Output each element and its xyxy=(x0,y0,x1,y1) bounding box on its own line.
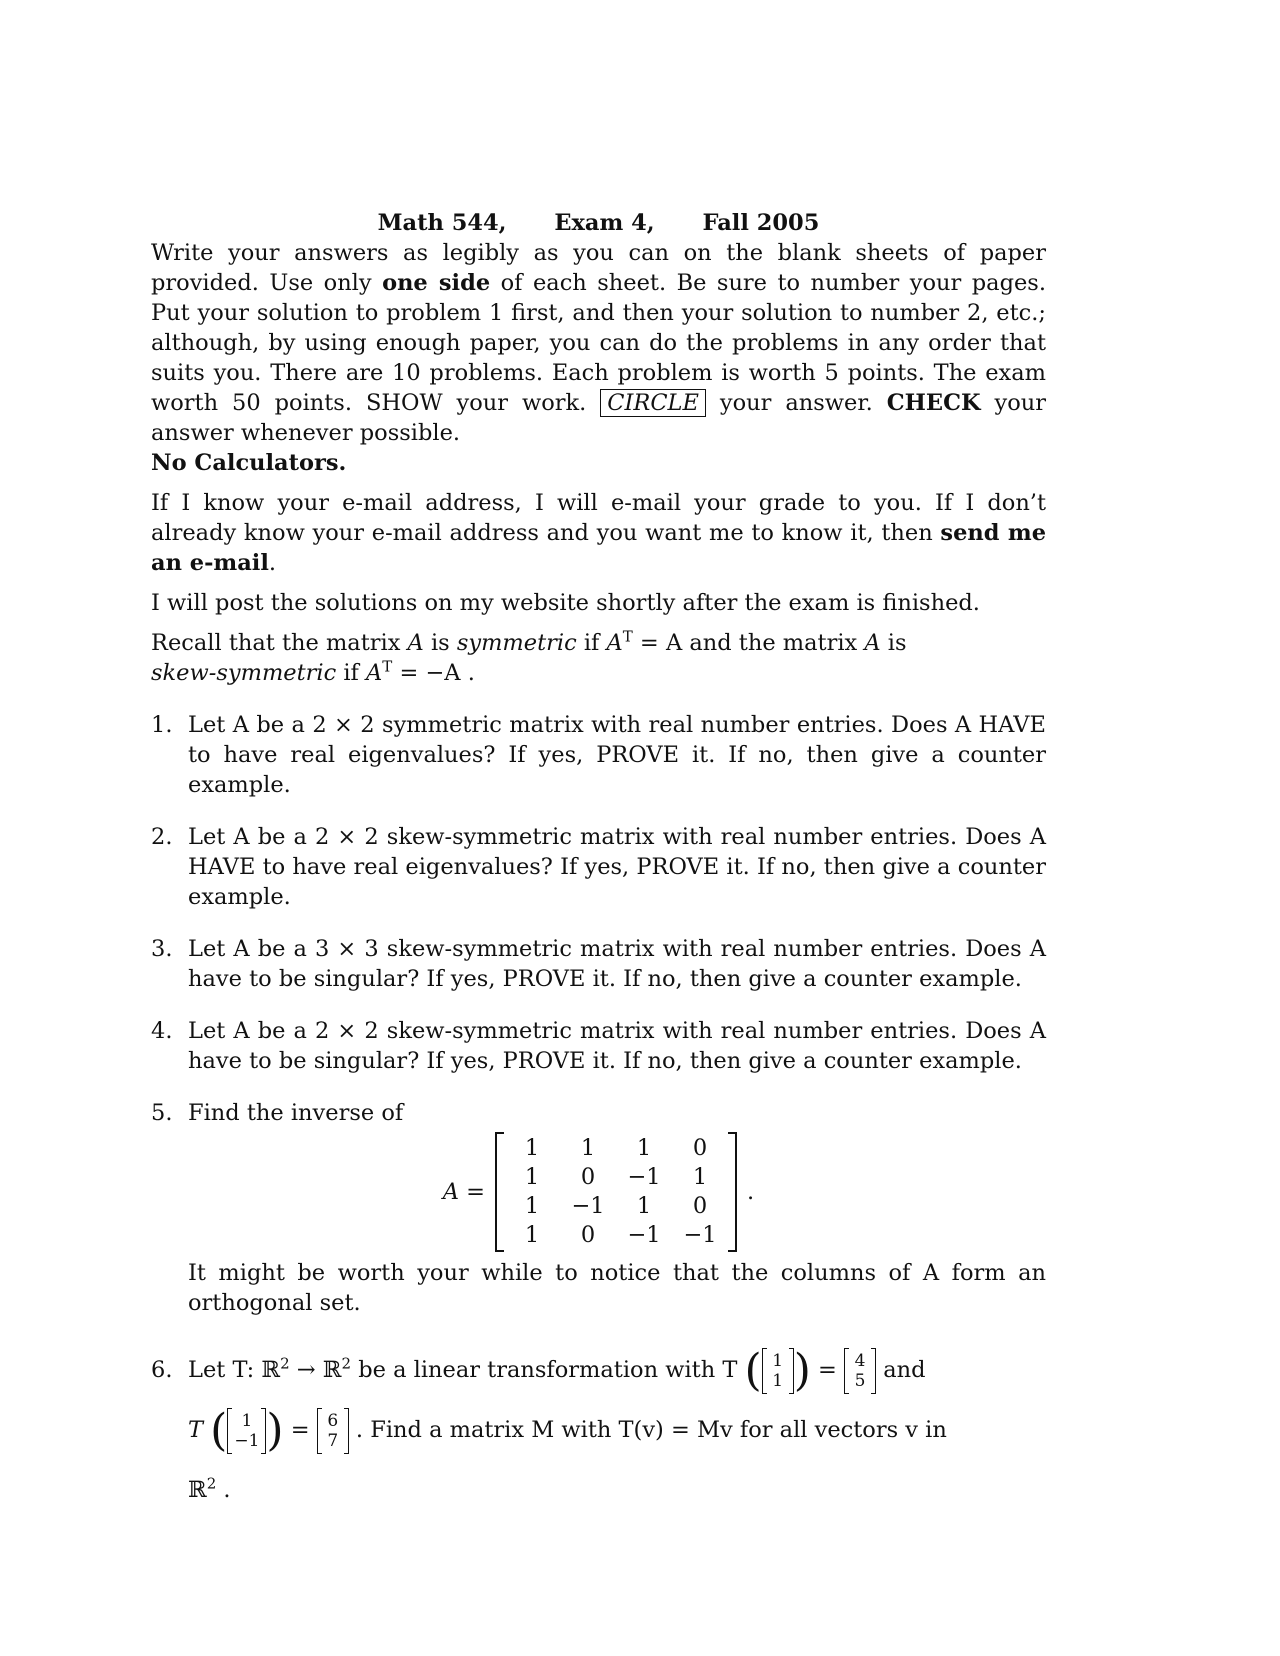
recall-matrix-symbol: A xyxy=(864,630,881,656)
exam-title xyxy=(151,208,1046,238)
vector-entry: 1 xyxy=(241,1411,253,1431)
vector-entry: 4 xyxy=(854,1351,866,1371)
matrix-entry: −1 xyxy=(683,1222,717,1248)
exponent: 2 xyxy=(206,1474,217,1493)
problem-number: 2. xyxy=(151,824,173,850)
matrix-entry: 0 xyxy=(692,1193,708,1219)
recall-text: = −A xyxy=(392,660,461,686)
recall-skew: skew-symmetric xyxy=(151,660,337,686)
recall-text: is xyxy=(423,630,457,656)
course-title: Math 544, xyxy=(377,210,507,236)
transpose-sup: T xyxy=(382,657,393,676)
matrix-entry: 0 xyxy=(580,1222,596,1248)
problem-number: 1. xyxy=(151,712,173,738)
instructions-text: Write your answers as legibly as you can on the blank sheets of paper provided. Use only xyxy=(151,240,1046,296)
vector-entry: 7 xyxy=(327,1431,339,1451)
instructions-text: your answer whenever possible. xyxy=(151,390,1046,446)
recall-matrix-symbol: A xyxy=(407,630,424,656)
exponent: 2 xyxy=(280,1354,290,1373)
matrix-entry: −1 xyxy=(627,1164,661,1190)
vector-entry: 6 xyxy=(327,1411,339,1431)
matrix-left-bracket xyxy=(495,1132,504,1252)
matrix-entry: 1 xyxy=(580,1135,596,1161)
matrix-entry: 1 xyxy=(524,1193,540,1219)
problem-5 xyxy=(151,1098,1046,1318)
problem-text: Let A be a 2 × 2 skew-symmetric matrix with real number entries. Does A have to be singular? If yes, PROVE it. If no, then give a counter example. xyxy=(188,1018,1046,1074)
problem-number: 6. xyxy=(151,1357,173,1383)
vector-entry: 5 xyxy=(854,1371,866,1391)
problem-4 xyxy=(151,1016,1046,1076)
matrix-entry: 1 xyxy=(636,1193,652,1219)
problem-text: and xyxy=(883,1357,926,1383)
matrix-entry: 1 xyxy=(636,1135,652,1161)
no-calculators: No Calculators. xyxy=(151,450,347,476)
problem-text: be a linear transformation with T xyxy=(351,1357,738,1383)
recall-text: and the matrix xyxy=(682,630,865,656)
recall-text: if xyxy=(576,630,607,656)
problem-2 xyxy=(151,822,1046,912)
problem-list xyxy=(151,710,1046,1520)
matrix-entry: −1 xyxy=(627,1222,661,1248)
equals-sign: = xyxy=(818,1357,837,1383)
problem-5-hint: It might be worth your while to notice that the columns of A form an orthogonal set. xyxy=(188,1260,1046,1316)
solutions-note: I will post the solutions on my website shortly after the exam is finished. xyxy=(151,590,980,616)
recall-text: = A xyxy=(632,630,683,656)
vector-input-1: ( 1 1 ) xyxy=(744,1345,811,1396)
matrix-entry: 1 xyxy=(692,1164,708,1190)
recall-text: Recall that the matrix xyxy=(151,630,408,656)
matrix-entry: 0 xyxy=(692,1135,708,1161)
instructions-text: of each sheet. Be sure to number your pages. Put your solution to problem 1 first, and then your solution to number 2, etc.; although, by using enough paper, you can do the problems in any order that suits you. There are 10 problems. Each problem is worth 5 points. The exam worth 50 points. SHOW your work. xyxy=(151,270,1046,416)
instructions-text: your answer. xyxy=(705,390,887,416)
matrix-right-bracket xyxy=(728,1132,737,1252)
matrix-entry: −1 xyxy=(571,1193,605,1219)
matrix-display xyxy=(151,1132,1046,1252)
problem-number: 5. xyxy=(151,1100,173,1126)
email-end: . xyxy=(268,550,277,576)
email-text: If I know your e-mail address, I will e-mail your grade to you. If I don’t already know your e-mail address and you want me to know it, then xyxy=(151,490,1046,546)
exam-page xyxy=(151,208,1046,1542)
matrix-entry: 1 xyxy=(524,1164,540,1190)
vector-entry: 1 xyxy=(772,1371,784,1391)
recall-symmetric: symmetric xyxy=(456,630,577,656)
instructions-bold-one-side: one side xyxy=(382,270,491,296)
vector-output-2 xyxy=(317,1408,349,1454)
problem-number: 3. xyxy=(151,936,173,962)
matrix-entry: 0 xyxy=(580,1164,596,1190)
vector-input-2: ( 1 −1 ) xyxy=(210,1405,284,1456)
problem-number: 4. xyxy=(151,1018,173,1044)
problem-text: ℝ xyxy=(188,1477,207,1503)
problem-text: . xyxy=(216,1477,231,1503)
instructions-bold-check: CHECK xyxy=(886,390,981,416)
vector-output-1 xyxy=(844,1348,876,1394)
recall-matrix-symbol: A xyxy=(606,630,623,656)
exam-term: Fall 2005 xyxy=(702,210,820,236)
matrix-label: A = xyxy=(442,1179,486,1205)
problem-text: Let A be a 2 × 2 symmetric matrix with real number entries. Does A HAVE to have real eigenvalues? If yes, PROVE it. If no, then give a counter example. xyxy=(188,712,1046,798)
instructions xyxy=(151,238,1046,478)
circle-boxed: CIRCLE xyxy=(600,389,706,417)
equals-sign: = xyxy=(290,1417,310,1443)
exam-number: Exam 4, xyxy=(554,210,655,236)
matrix-period: . xyxy=(747,1179,755,1205)
recall-text: if xyxy=(336,660,367,686)
matrix-entry: 1 xyxy=(524,1135,540,1161)
problem-text: → ℝ xyxy=(289,1357,342,1383)
recall-text: . xyxy=(460,660,475,686)
matrix-grid xyxy=(504,1134,728,1250)
problem-text: Find the inverse of xyxy=(188,1100,404,1126)
vector-entry: 1 xyxy=(772,1351,784,1371)
problem-3 xyxy=(151,934,1046,994)
recall-note xyxy=(151,628,1046,688)
recall-matrix-symbol: A xyxy=(366,660,383,686)
transformation-symbol: T xyxy=(188,1417,204,1443)
problem-text: Let T: ℝ xyxy=(188,1357,281,1383)
problem-6 xyxy=(151,1340,1046,1520)
exponent: 2 xyxy=(341,1354,352,1373)
problem-1 xyxy=(151,710,1046,800)
matrix-entry: 1 xyxy=(524,1222,540,1248)
transpose-sup: T xyxy=(622,627,633,646)
recall-text: is xyxy=(880,630,907,656)
vector-entry: −1 xyxy=(234,1431,260,1451)
problem-text: . Find a matrix M with T(v) = Mv for all vectors v in xyxy=(355,1417,947,1443)
problem-text: Let A be a 3 × 3 skew-symmetric matrix with real number entries. Does A have to be singular? If yes, PROVE it. If no, then give a counter example. xyxy=(188,936,1046,992)
problem-text: Let A be a 2 × 2 skew-symmetric matrix with real number entries. Does A HAVE to have real eigenvalues? If yes, PROVE it. If no, then give a counter example. xyxy=(188,824,1046,910)
email-note xyxy=(151,488,1046,578)
email-bold: send me an e-mail xyxy=(151,520,1047,576)
